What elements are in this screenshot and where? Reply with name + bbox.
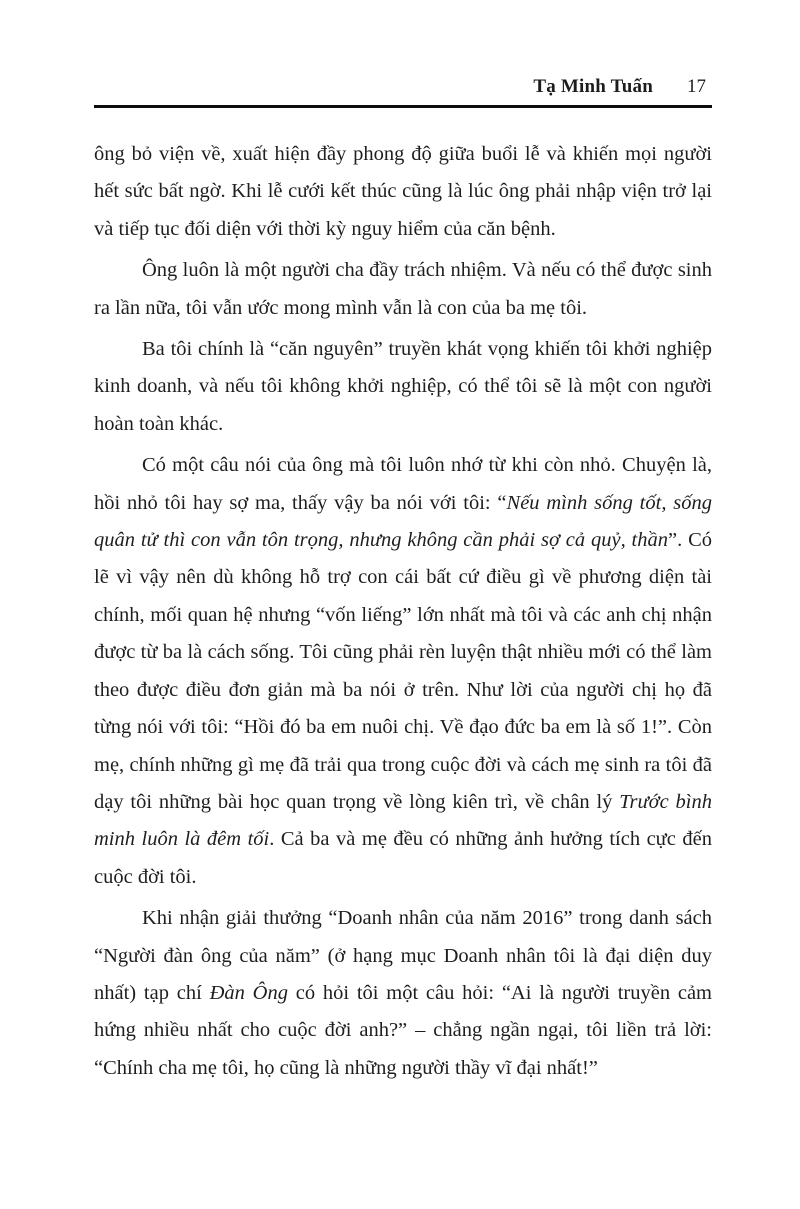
text-run: Ba tôi chính là “căn nguyên” truyền khát vọng khiến tôi khởi nghiệp kinh doanh, và nếu tôi không khởi nghiệp, có thể tôi sẽ là một con người hoàn toàn khác.: [94, 338, 712, 435]
text-run: ”. Có lẽ vì vậy nên dù không hỗ trợ con cái bất cứ điều gì về phương diện tài chính, mối quan hệ nhưng “vốn liếng” lớn nhất mà tôi và các anh chị nhận được từ ba là cách sống. Tôi cũng phải rèn luyện thật nhiều mới có thể làm theo được điều đơn giản mà ba nói ở trên. Như lời của người chị họ đã từng nói với tôi: “Hồi đó ba em nuôi chị. Về đạo đức ba em là số 1!”. Còn mẹ, chính những gì mẹ đã trải qua trong cuộc đời và cách mẹ sinh ra tôi đã dạy tôi những bài học quan trọng về lòng kiên trì, về chân lý: [94, 529, 712, 813]
text-run: Ông luôn là một người cha đầy trách nhiệm. Và nếu có thể được sinh ra lần nữa, tôi vẫn ước mong mình vẫn là con của ba mẹ tôi.: [94, 259, 712, 319]
text-run: Khi nhận giải thưởng “Doanh nhân của năm 2016” trong danh sách “Người đàn ông của năm” (ở hạng mục Doanh nhân tôi là đại diện duy nhất) tạp chí: [94, 907, 712, 1004]
paragraph: [94, 447, 712, 896]
text-run: có hỏi tôi một câu hỏi: “Ai là người truyền cảm hứng nhiều nhất cho cuộc đời anh?” – chẳng ngần ngại, tôi liền trả lời: “Chính cha mẹ tôi, họ cũng là những người thầy vĩ đại nhất!”: [94, 981, 712, 1079]
paragraph: [94, 136, 712, 248]
italic-quote-text: Nếu mình sống tốt, sống quân tử thì con vẫn tôn trọng, nhưng không cần phải sợ cả quỷ, thần: [94, 491, 712, 552]
paragraph: [94, 252, 712, 327]
text-run: . Cả ba và mẹ đều có những ảnh hưởng tích cực đến cuộc đời tôi.: [94, 828, 712, 888]
running-header: [94, 0, 712, 98]
body-text: [94, 136, 712, 1087]
header-rule: [94, 105, 712, 108]
page-number: 17: [687, 76, 706, 97]
italic-quote-text: Đàn Ông: [209, 981, 288, 1004]
text-run: ông bỏ viện về, xuất hiện đầy phong độ giữa buổi lễ và khiến mọi người hết sức bất ngờ. Khi lễ cưới kết thúc cũng là lúc ông phải nhập viện trở lại và tiếp tục đối diện với thời kỳ nguy hiểm của căn bệnh.: [94, 143, 712, 240]
italic-quote-text: Trước bình minh luôn là đêm tối: [94, 790, 712, 851]
paragraph: [94, 900, 712, 1087]
running-head-author: Tạ Minh Tuấn: [533, 76, 653, 97]
page-content: [94, 0, 712, 1091]
paragraph: [94, 331, 712, 443]
text-run: Có một câu nói của ông mà tôi luôn nhớ từ khi còn nhỏ. Chuyện là, hồi nhỏ tôi hay sợ ma, thấy vậy ba nói với tôi: “: [94, 454, 712, 514]
